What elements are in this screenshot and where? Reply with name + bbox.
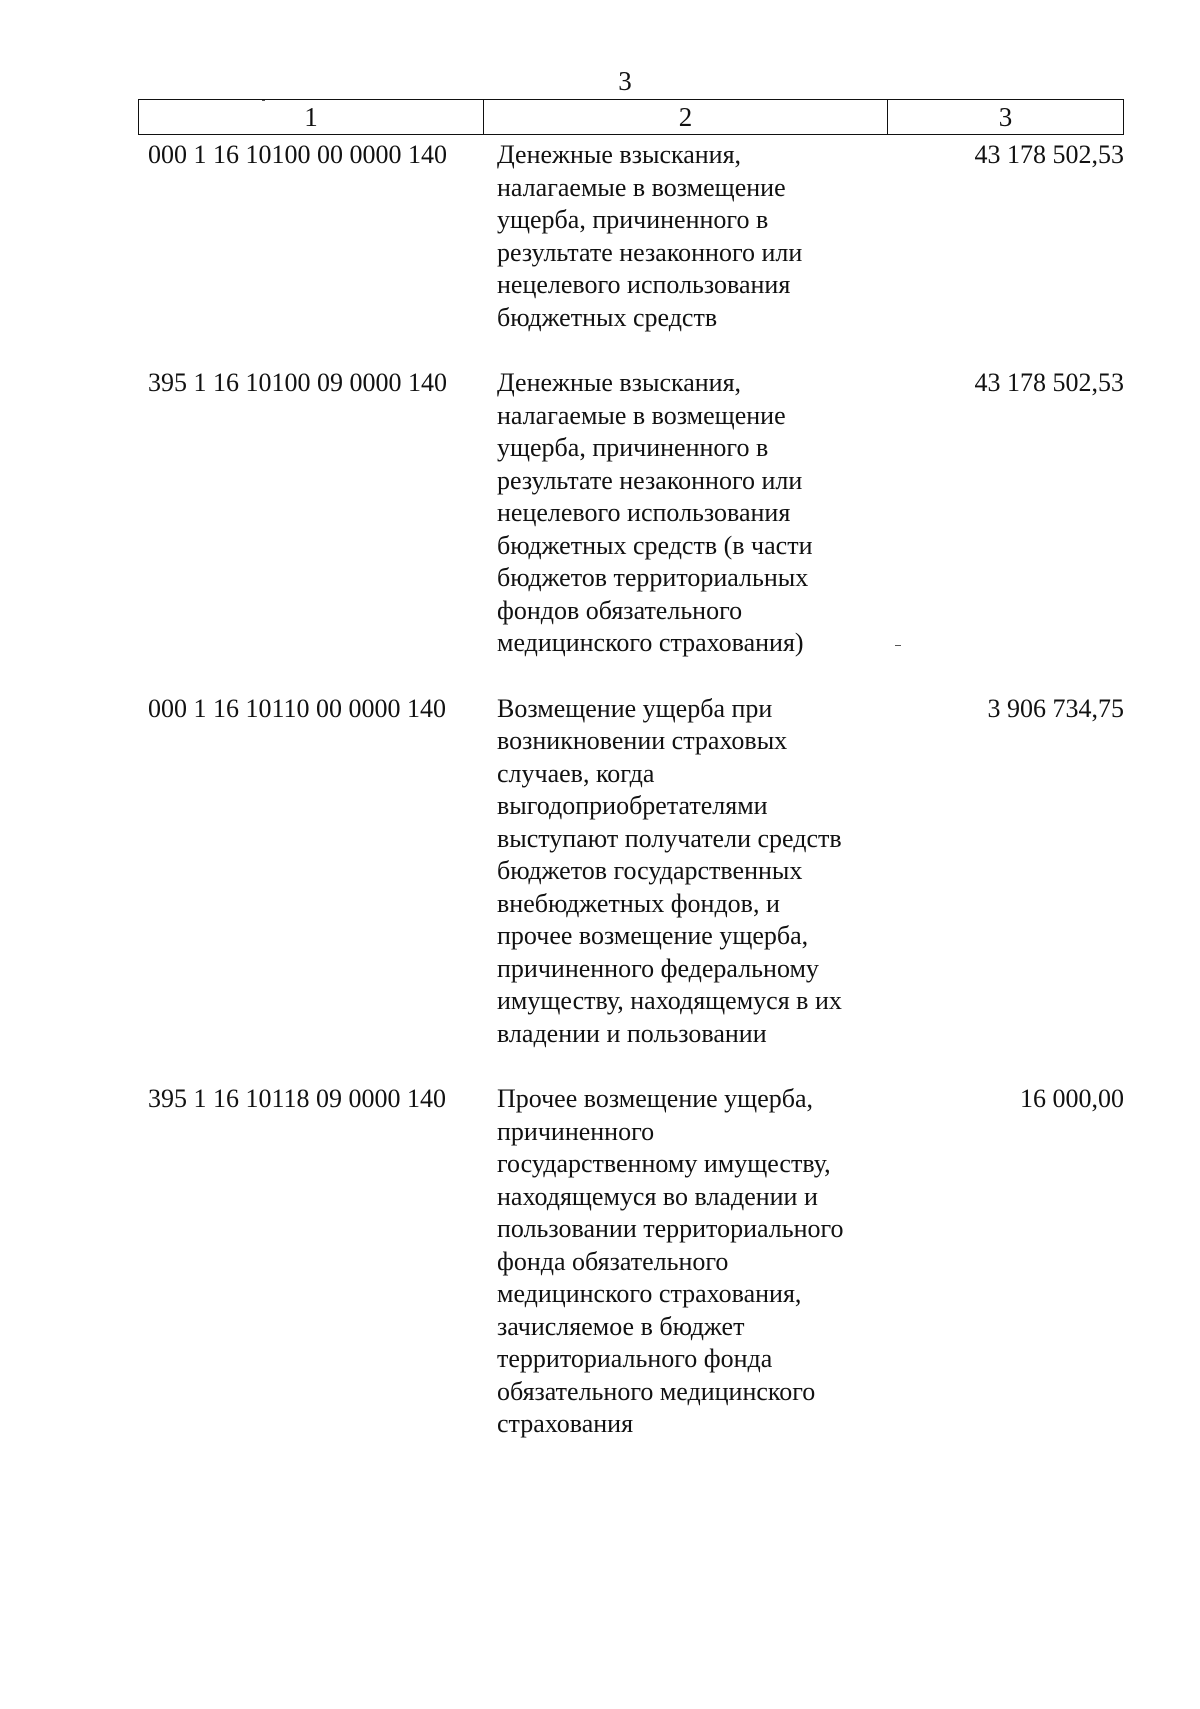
table-row (138, 693, 1124, 1051)
budget-code: 395 1 16 10118 09 0000 140 (148, 1084, 447, 1113)
budget-code: 000 1 16 10110 00 0000 140 (148, 693, 447, 723)
column-header-amount: 3 (998, 102, 1013, 132)
amount-value: 43 178 502,53 (974, 140, 1124, 169)
table-header (138, 99, 1124, 135)
table-row (138, 139, 1124, 334)
amount-value: 3 906 734,75 (987, 693, 1124, 723)
amount-value: 16 000,00 (1020, 1084, 1124, 1113)
table-body (138, 139, 1124, 1441)
table-row (138, 1083, 1124, 1441)
budget-code: 000 1 16 10100 00 0000 140 (148, 140, 447, 169)
column-header-code: 1 (139, 100, 484, 134)
column-header-description: 2 (484, 100, 888, 134)
page-number: 3 (618, 66, 632, 96)
income-description: Денежные взыскания, налагаемые в возмещение ущерба, причиненного в результате незаконного или нецелевого использования бюджетных средств (497, 140, 803, 332)
table-row (138, 367, 1124, 660)
income-description: Прочее возмещение ущерба, причиненного государственному имуществу, находящемуся во владении и пользовании территориального фонда обязательного медицинского страхования, зачисляемое в бюджет территориального фонда обязательного медицинского страхования (497, 1084, 844, 1438)
scan-speck (262, 100, 265, 101)
amount-value: 43 178 502,53 (974, 368, 1124, 397)
income-description: Денежные взыскания, налагаемые в возмещение ущерба, причиненного в результате незаконного или нецелевого использования бюджетных средств (в части бюджетов территориальных фондов обязательного медицинского страхования) (497, 368, 813, 657)
income-description: Возмещение ущерба при возникновении страховых случаев, когда выгодоприобретателями выступают получатели средств бюджетов государственных внебюджетных фондов, и прочее возмещение ущерба, причиненного федеральному имуществу, находящемуся в их владении и пользовании (497, 693, 842, 1048)
budget-code: 395 1 16 10100 09 0000 140 (148, 368, 447, 397)
